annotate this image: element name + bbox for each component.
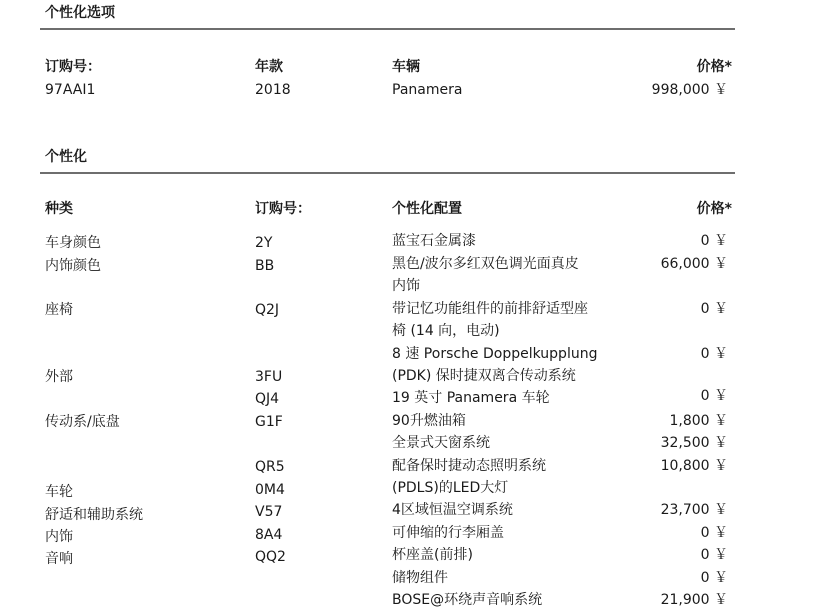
price-value: 32,500 ￥ — [660, 435, 728, 451]
category-seats: 座椅 — [45, 302, 73, 318]
price-value: 0 ￥ — [700, 525, 728, 541]
price-value: 0 ￥ — [700, 346, 728, 362]
price-value: 0 ￥ — [700, 233, 728, 249]
price-value: 23,700 ￥ — [660, 502, 728, 518]
config-line: 90升燃油箱 — [392, 413, 466, 429]
config-line: 黑色/波尔多红双色调光面真皮 — [392, 256, 579, 272]
section-divider — [40, 172, 735, 174]
section-title-personalization: 个性化 — [45, 149, 87, 165]
code-qq2: QQ2 — [255, 549, 286, 565]
code-bb: BB — [255, 258, 275, 274]
header-order-number: 订购号： — [255, 201, 311, 217]
header-config: 个性化配置 — [392, 201, 462, 217]
base-price-value: 998,000 ￥ — [651, 82, 728, 98]
price-value: 21,900 ￥ — [660, 592, 728, 608]
config-line: 带记忆功能组件的前排舒适型座 — [392, 301, 588, 317]
config-line: 椅 (14 向，电动) — [392, 323, 500, 339]
year-value: 2018 — [255, 82, 291, 98]
code-8a4: 8A4 — [255, 527, 283, 543]
config-line: 可伸缩的行李厢盖 — [392, 525, 504, 541]
config-line: (PDK) 保时捷双离合传动系统 — [392, 368, 576, 384]
vehicle-value: Panamera — [392, 82, 463, 98]
config-line: (PDLS)的LED大灯 — [392, 480, 509, 496]
code-0m4: 0M4 — [255, 482, 285, 498]
category-comfort-assist: 舒适和辅助系统 — [45, 507, 143, 523]
category-exterior: 外部 — [45, 369, 73, 385]
price-value: 0 ￥ — [700, 547, 728, 563]
header-year: 年款 — [255, 59, 283, 75]
header-price: 价格* — [696, 59, 732, 75]
price-value: 10,800 ￥ — [660, 458, 728, 474]
category-body-color: 车身颜色 — [45, 235, 101, 251]
order-number-value: 97AAI1 — [45, 82, 96, 98]
category-audio: 音响 — [45, 551, 73, 567]
category-interior-color: 内饰颜色 — [45, 258, 101, 274]
code-v57: V57 — [255, 504, 283, 520]
section-divider — [40, 28, 735, 30]
category-wheels: 车轮 — [45, 484, 73, 500]
code-g1f: G1F — [255, 414, 283, 430]
code-qr5: QR5 — [255, 459, 285, 475]
config-line: 配备保时捷动态照明系统 — [392, 458, 546, 474]
price-value: 0 ￥ — [700, 388, 728, 404]
config-line: 4区域恒温空调系统 — [392, 502, 513, 518]
price-value: 66,000 ￥ — [660, 256, 728, 272]
config-line: 内饰 — [392, 278, 420, 294]
code-3fu: 3FU — [255, 369, 283, 385]
config-line: 19 英寸 Panamera 车轮 — [392, 390, 550, 406]
category-interior: 内饰 — [45, 529, 73, 545]
config-line: BOSE@环绕声音响系统 — [392, 592, 543, 608]
header-price: 价格* — [696, 201, 732, 217]
price-value: 0 ￥ — [700, 301, 728, 317]
config-line: 杯座盖(前排) — [392, 547, 473, 563]
price-value: 0 ￥ — [700, 570, 728, 586]
price-value: 1,800 ￥ — [669, 413, 728, 429]
code-qj4: QJ4 — [255, 391, 280, 407]
config-line: 全景式天窗系统 — [392, 435, 490, 451]
section-title-options: 个性化选项 — [45, 5, 115, 21]
config-line: 蓝宝石金属漆 — [392, 233, 476, 249]
code-q2j: Q2J — [255, 302, 280, 318]
category-drivetrain-chassis: 传动系/底盘 — [45, 414, 120, 430]
header-order-number: 订购号： — [45, 59, 101, 75]
header-vehicle: 车辆 — [392, 59, 420, 75]
code-2y: 2Y — [255, 235, 273, 251]
header-category: 种类 — [45, 201, 73, 217]
config-line: 8 速 Porsche Doppelkupplung — [392, 346, 598, 362]
config-line: 储物组件 — [392, 570, 448, 586]
